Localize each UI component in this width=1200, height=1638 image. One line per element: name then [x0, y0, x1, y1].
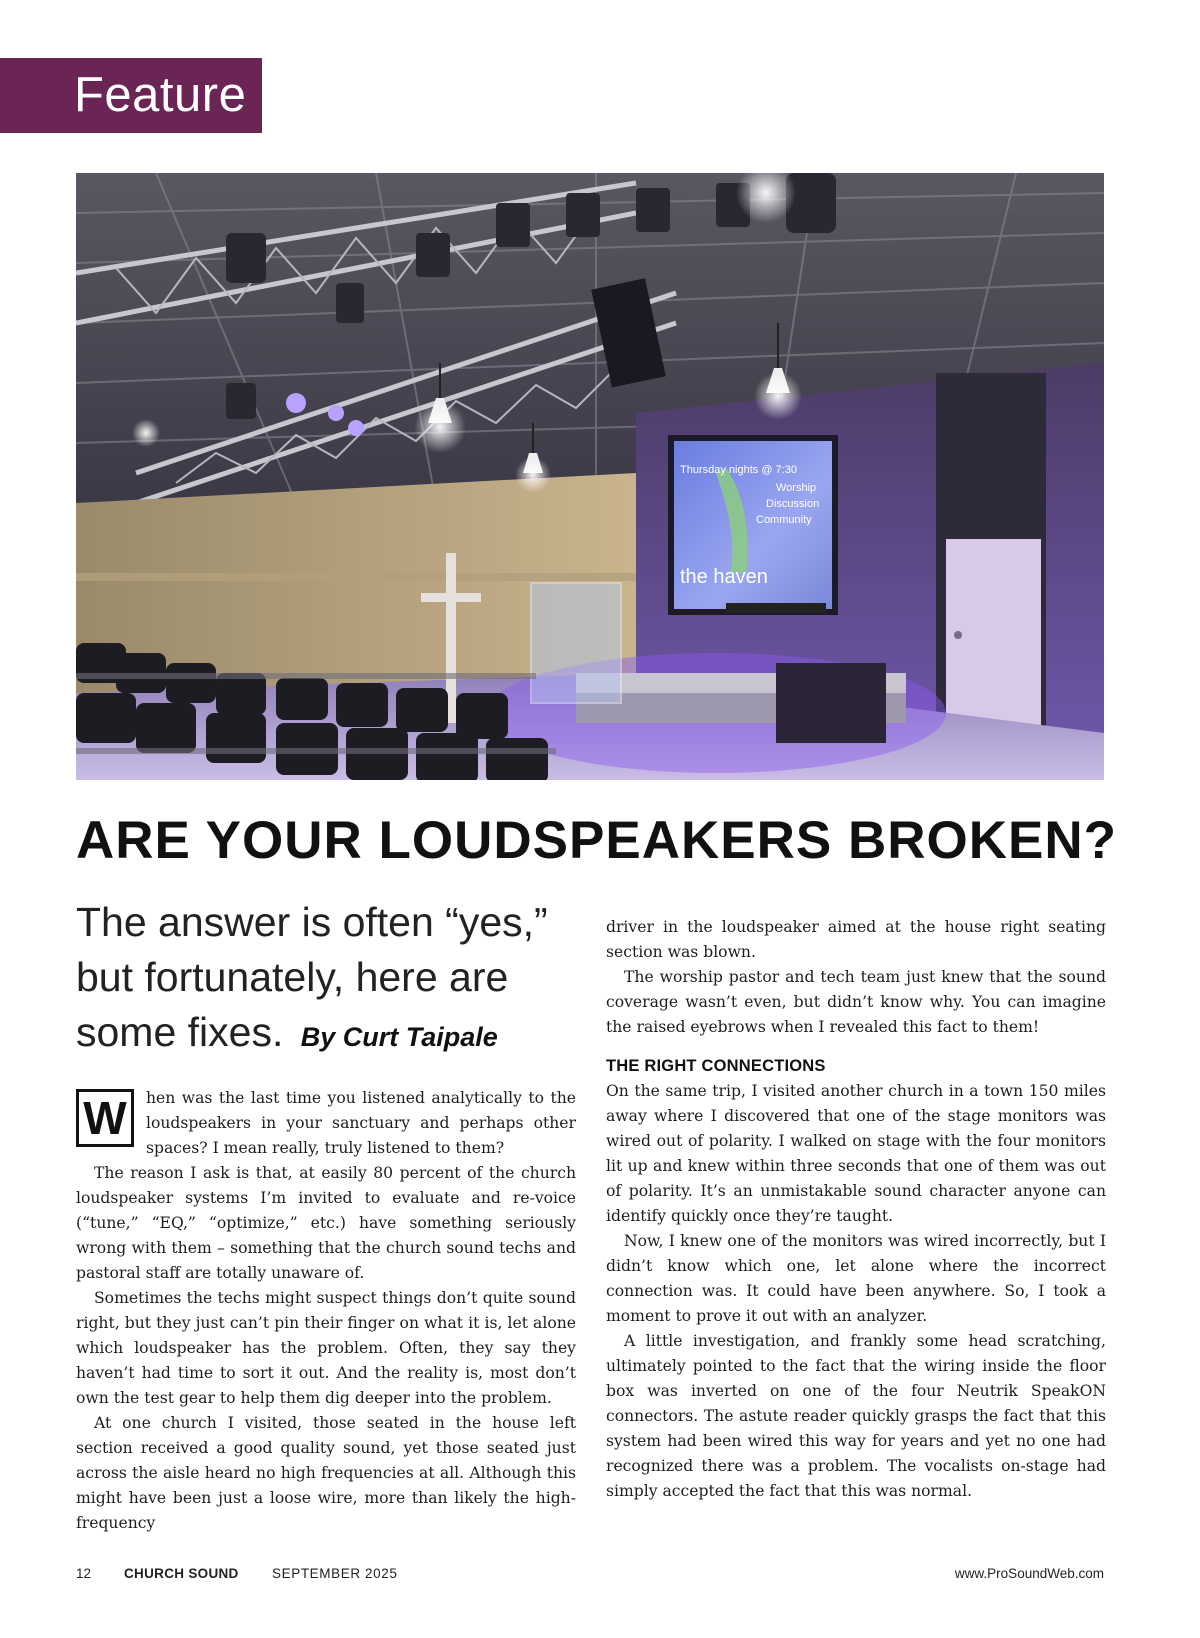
section-subhead: THE RIGHT CONNECTIONS [606, 1057, 826, 1075]
paragraph: Now, I knew one of the monitors was wired incorrectly, but I didn’t know which one, let alone where the incorrect connection was. It could have been anywhere. So, I took a moment to prove it out with an analyzer. [606, 1232, 1106, 1325]
dek-text: The answer is often “yes,” but fortunately, here are some fixes. [76, 899, 548, 1055]
screen-line-2: Worship [776, 482, 817, 494]
paragraph-text: hen was the last time you listened analytically to the loudspeakers in your sanctuary and perhaps other spaces? I mean really, truly listened to them? [146, 1089, 576, 1157]
section-tab: Feature [0, 58, 262, 133]
screen-line-3: Discussion [766, 498, 820, 510]
issue-date: SEPTEMBER 2025 [272, 1566, 398, 1581]
article-headline: ARE YOUR LOUDSPEAKERS BROKEN? [76, 811, 1118, 870]
article-dek [76, 895, 596, 1065]
paragraph: Sometimes the techs might suspect things don’t quite sound right, but they just can’t pin their finger on what it is, let alone which loudspeaker has the problem. Often, they say they haven’t had time to sort it out. And the reality is, most don’t own the test gear to help them dig deeper into the problem. [76, 1289, 576, 1407]
paragraph: The reason I ask is that, at easily 80 percent of the church loudspeaker systems I’m invited to evaluate and re-voice (“tune,” “EQ,” “optimize,” etc.) have something seriously wrong with them – something that the church sound techs and pastoral staff are totally unaware of. [76, 1164, 576, 1282]
screen-line-1: Thursday nights @ 7:30 [680, 464, 797, 476]
paragraph: On the same trip, I visited another church in a town 150 miles away where I discovered that one of the stage monitors was wired out of polarity. I walked on stage with the four monitors lit up and knew within three seconds that one of them was out of polarity. It’s an unmistakable sound character anyone can identify quickly once they’re taught. [606, 1082, 1106, 1225]
paragraph: driver in the loudspeaker aimed at the house right seating section was blown. [606, 918, 1106, 961]
paragraph [76, 1086, 576, 1161]
magazine-name: CHURCH SOUND [124, 1566, 239, 1581]
dropcap: W [76, 1089, 134, 1147]
byline: By Curt Taipale [300, 1022, 498, 1052]
paragraph: A little investigation, and frankly some head scratching, ultimately pointed to the fact that the wiring inside the floor box was inverted on one of the four Neutrik SpeakON connectors. The astute reader quickly grasps the fact that this system had been wired this way for years and yet no one had recognized there was a problem. The vocalists on-stage had simply accepted the fact that this was normal. [606, 1332, 1106, 1500]
paragraph: The worship pastor and tech team just knew that the sound coverage wasn’t even, but didn’t know why. You can imagine the raised eyebrows when I revealed this fact to them! [606, 968, 1106, 1036]
page-footer [76, 1566, 1104, 1586]
paragraph: At one church I visited, those seated in the house left section received a good quality sound, yet those seated just across the aisle heard no high frequencies at all. Although this might have been just a loose wire, more than likely the high-frequency [76, 1414, 576, 1532]
screen-line-5: the haven [680, 566, 768, 588]
left-column [76, 1086, 576, 1536]
screen-line-4: Community [756, 514, 812, 526]
website-link[interactable]: www.ProSoundWeb.com [954, 1566, 1104, 1581]
page-number: 12 [76, 1566, 92, 1581]
church-stage-illustration [76, 173, 1104, 780]
right-column [606, 915, 1106, 1504]
article-photo [76, 173, 1104, 780]
